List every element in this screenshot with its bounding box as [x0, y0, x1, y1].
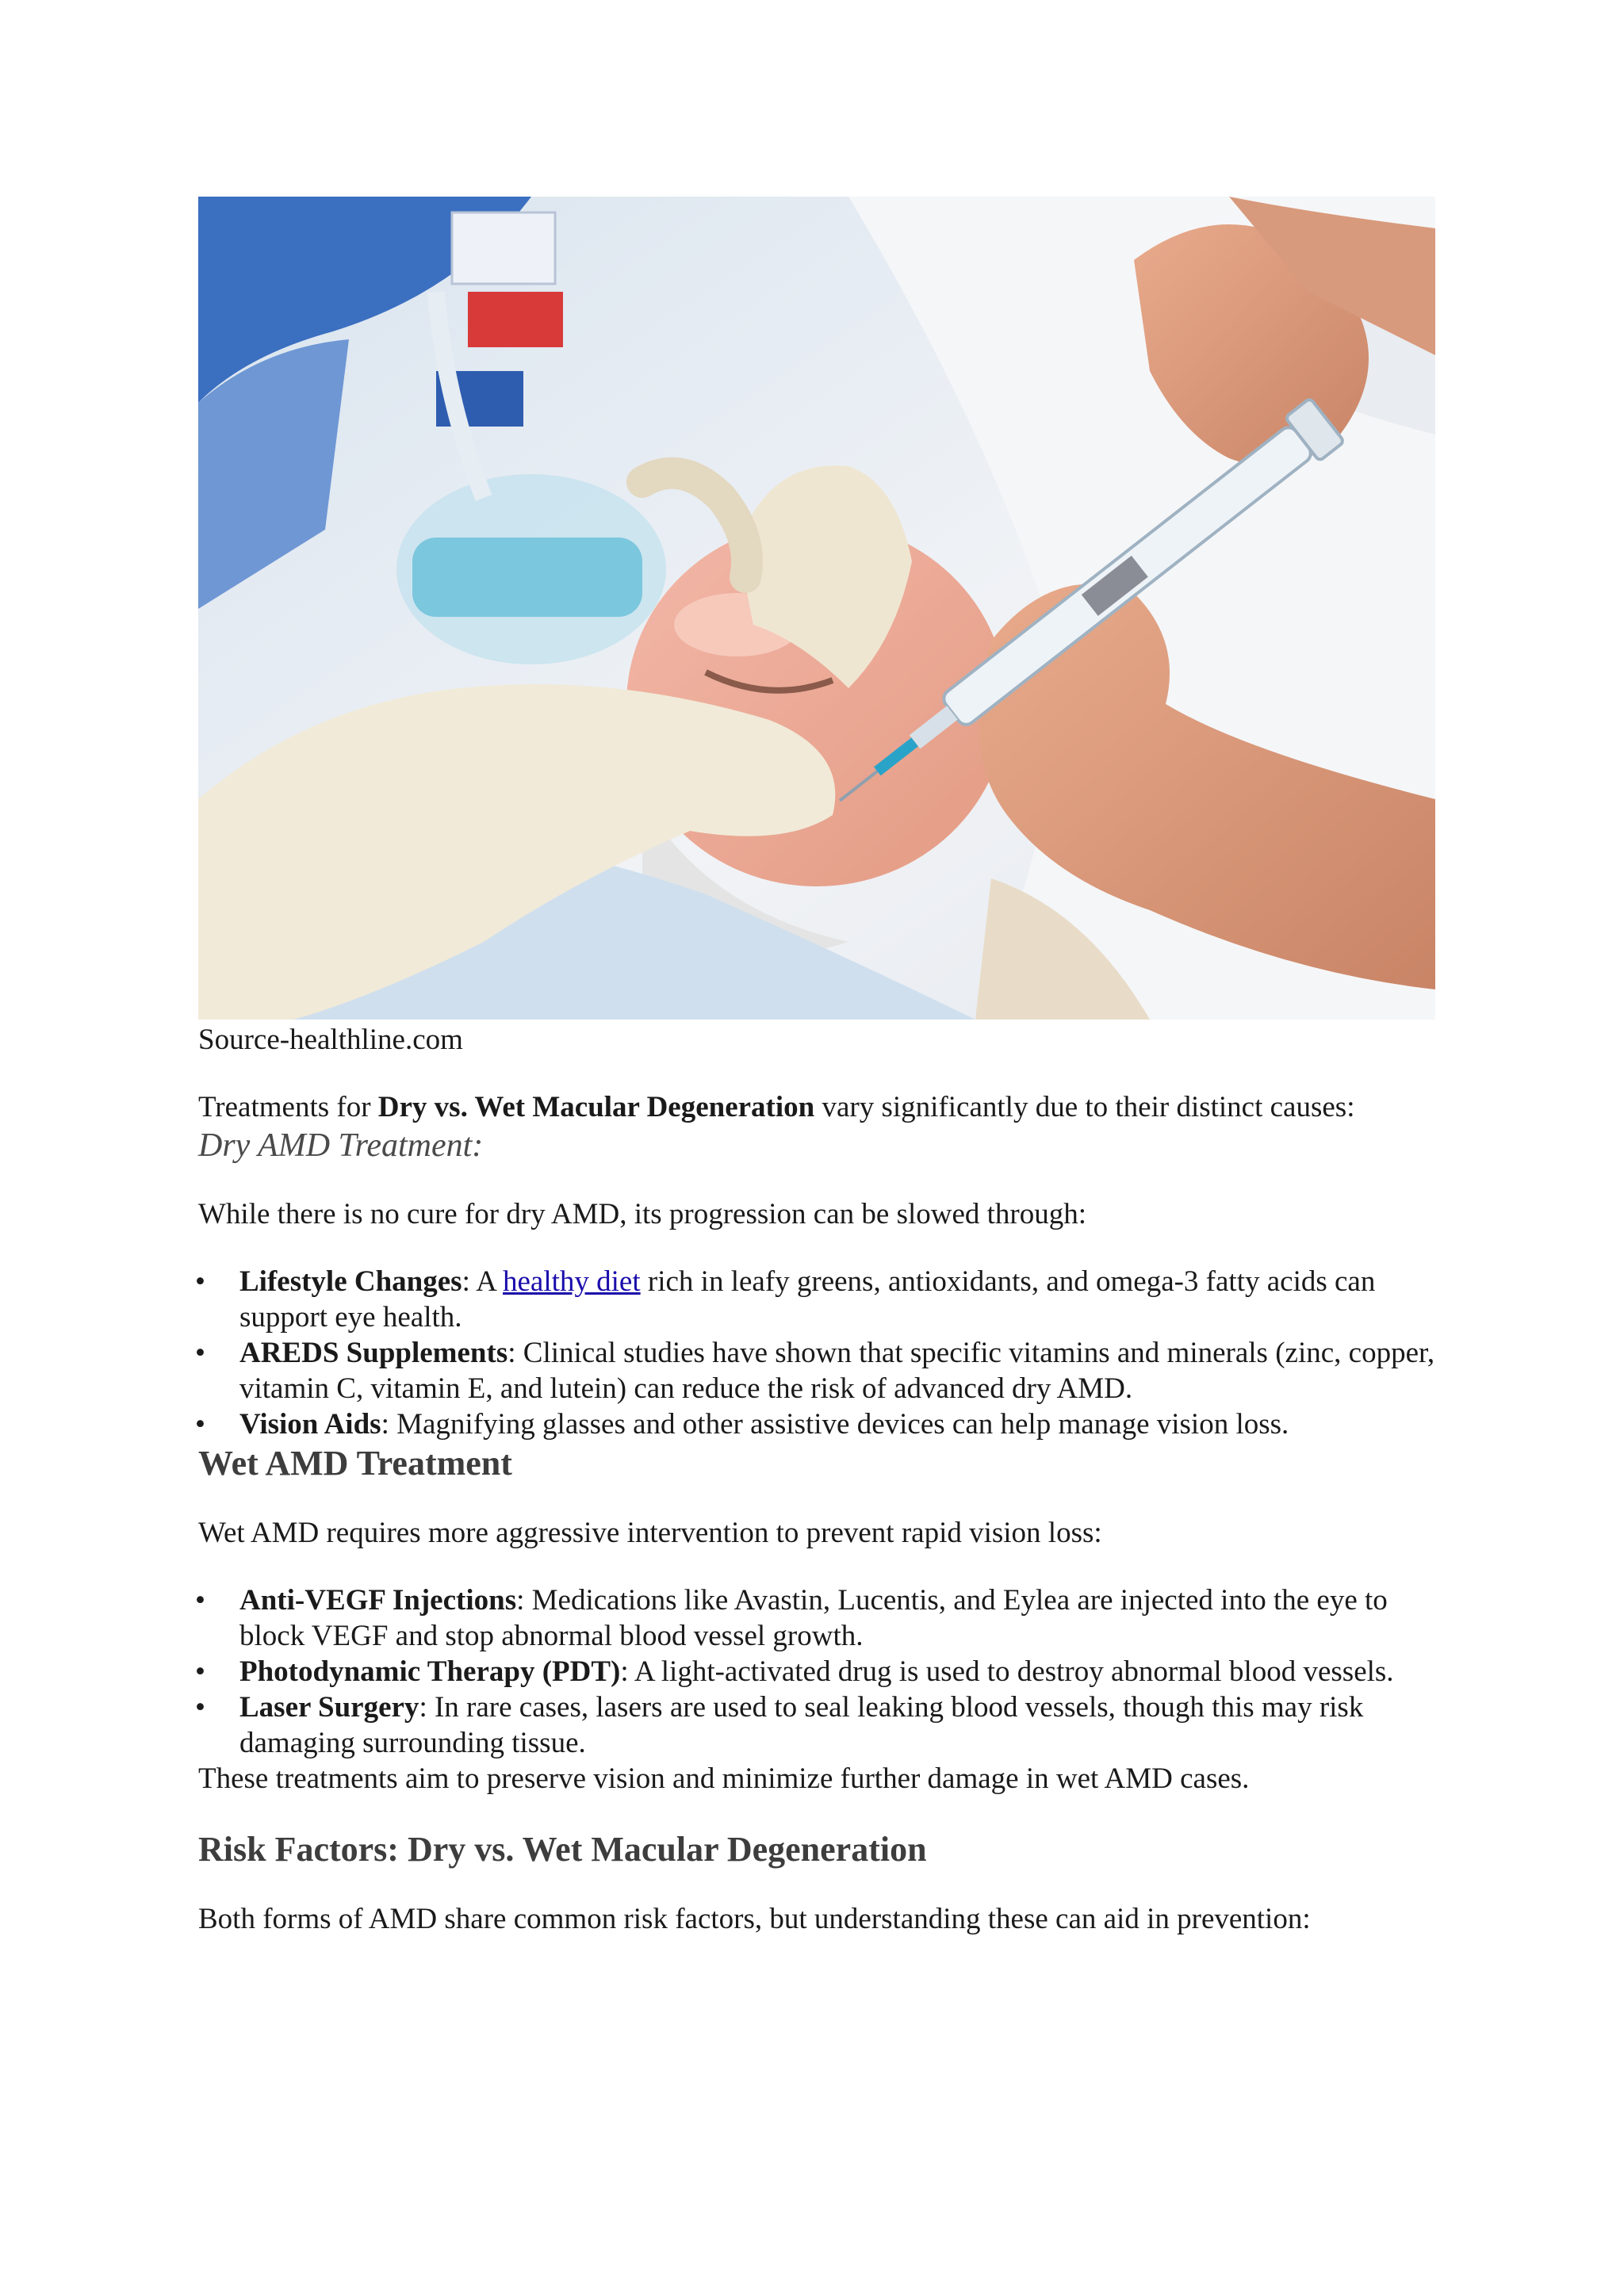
dry-amd-heading: Dry AMD Treatment: [198, 1127, 484, 1164]
intro-paragraph [198, 1089, 1435, 1125]
wet-amd-list [195, 1582, 1435, 1761]
list-item-text: : Clinical studies have shown that specific vitamins and minerals (zinc, copper, vitamin C, vitamin E, and lutein) can reduce the risk of advanced dry AMD. [239, 1337, 1435, 1405]
dry-amd-lead: While there is no cure for dry AMD, its progression can be slowed through: [198, 1198, 1087, 1230]
bullet-glyph: • [195, 1655, 205, 1688]
list-item-term: Anti-VEGF Injections [239, 1584, 517, 1617]
list-item [195, 1689, 1435, 1761]
intro-prefix: Treatments for [198, 1091, 378, 1123]
document-page [195, 197, 1435, 1937]
bullet-glyph: • [195, 1408, 205, 1441]
wet-amd-lead: Wet AMD requires more aggressive intervention to prevent rapid vision loss: [198, 1517, 1102, 1549]
bullet-glyph: • [195, 1265, 205, 1298]
bullet-glyph: • [195, 1584, 205, 1617]
eye-injection-photo [198, 197, 1435, 1020]
image-caption: Source-healthline.com [198, 1024, 463, 1056]
list-item [195, 1406, 1435, 1442]
bullet-glyph: • [195, 1337, 205, 1369]
list-item [195, 1654, 1435, 1689]
list-item-text: rich in leafy greens, antioxidants, and omega-3 fatty acids can support eye health. [239, 1265, 1376, 1334]
healthy-diet-link[interactable]: healthy diet [503, 1265, 641, 1298]
list-item [195, 1264, 1435, 1335]
intro-suffix: vary significantly due to their distinct causes: [814, 1091, 1355, 1123]
list-item-term: Vision Aids [239, 1408, 381, 1441]
list-item-term: Photodynamic Therapy (PDT) [239, 1655, 621, 1688]
risk-factors-heading: Risk Factors: Dry vs. Wet Macular Degeneration [198, 1830, 927, 1869]
list-item [195, 1335, 1435, 1406]
list-item-term: Laser Surgery [239, 1691, 419, 1724]
list-item-text: : Magnifying glasses and other assistive devices can help manage vision loss. [381, 1408, 1289, 1441]
wet-amd-closing: These treatments aim to preserve vision and minimize further damage in wet AMD cases. [198, 1762, 1250, 1795]
risk-factors-lead: Both forms of AMD share common risk factors, but understanding these can aid in prevention: [198, 1903, 1311, 1935]
wet-amd-heading: Wet AMD Treatment [198, 1444, 512, 1483]
dry-amd-list [195, 1264, 1435, 1442]
list-item-text: : A light-activated drug is used to destroy abnormal blood vessels. [620, 1655, 1394, 1688]
intro-bold-term: Dry vs. Wet Macular Degeneration [377, 1091, 815, 1123]
list-item-text: : In rare cases, lasers are used to seal leaking blood vessels, though this may risk damaging surrounding tissue. [239, 1691, 1364, 1759]
list-item-term: Lifestyle Changes [239, 1265, 462, 1298]
list-item [195, 1582, 1435, 1654]
bullet-glyph: • [195, 1691, 205, 1724]
list-item-term: AREDS Supplements [239, 1337, 508, 1369]
list-item-text: : A [462, 1265, 503, 1298]
list-item-text: : Medications like Avastin, Lucentis, and Eylea are injected into the eye to block VEGF and stop abnormal blood vessel growth. [239, 1584, 1388, 1652]
